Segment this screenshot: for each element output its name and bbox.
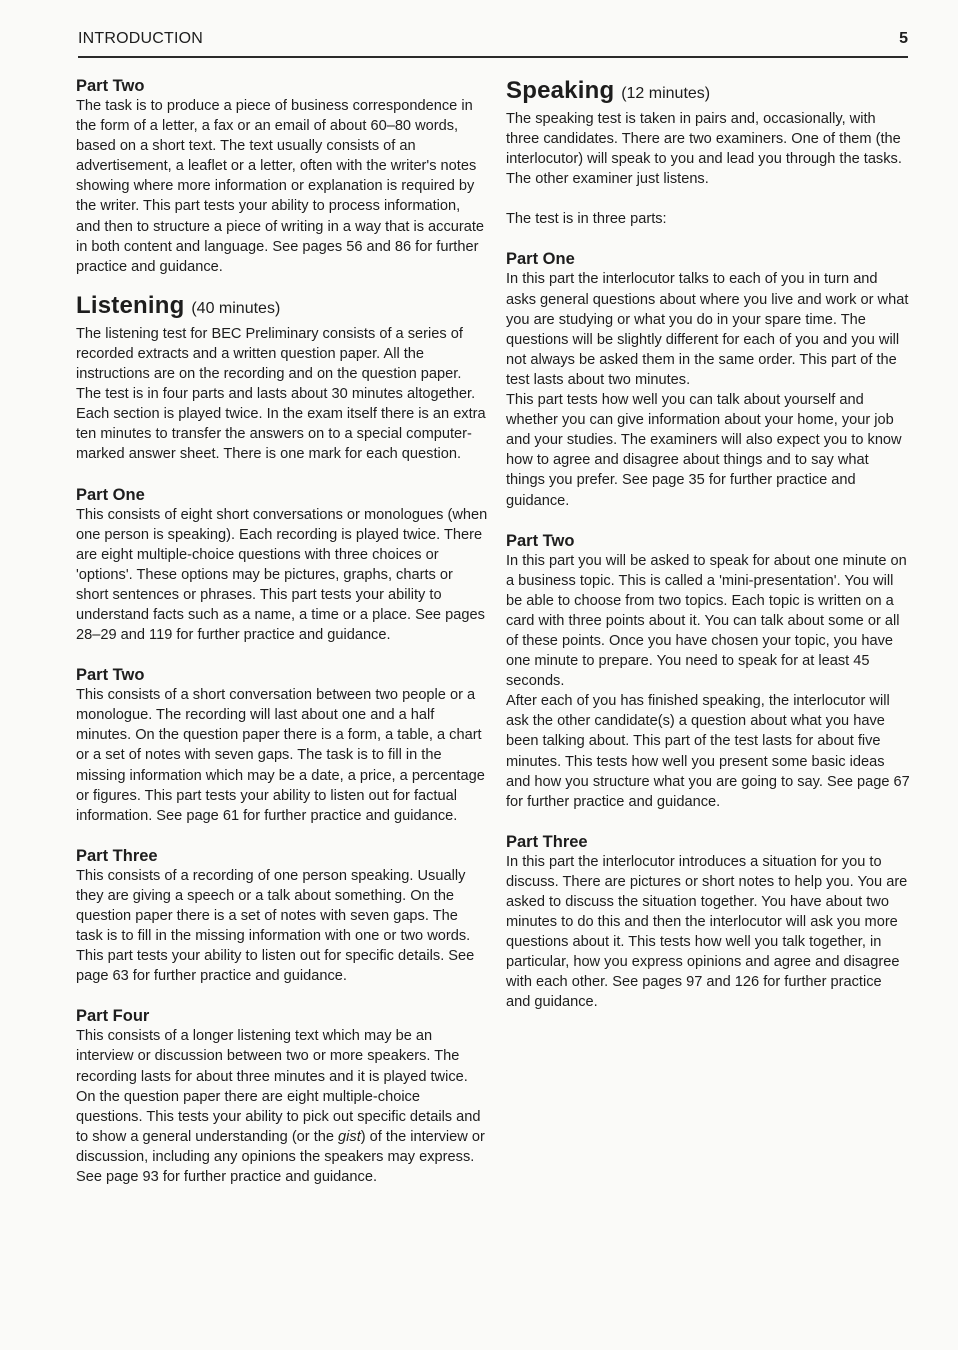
section-text: This consists of a recording of one person speaking. Usually they are giving a speech or a talk about something. On the question paper there is a set of notes with seven gaps. The task is to fill in the missing information with one or two words. This part tests your ability to listen out for specific details. See page 63 for further practice and guidance. [76,867,475,985]
section-heading: Part Three [76,846,158,865]
section-heading: Part Three [506,832,588,851]
speaking-heading [506,76,910,109]
speaking-duration: (12 minutes) [621,85,711,102]
speaking-part-one-section [506,249,910,510]
section-heading: Part One [76,485,145,504]
speaking-section [506,76,910,229]
page-header [78,30,908,58]
section-text: This consists of eight short conversations or monologues (when one person is speaking). Each recording is played twice. There are eight multiple-choice questions with three choices or 'options'. These options may be pictures, graphs, charts or short sentences or phrases. This part tests your ability to understand facts such as a name, a time or a place. See pages 28–29 and 119 for further practice and guidance. [76,506,488,644]
text-segment: This consists of a longer listening text which may be an interview or discussion between two or more speakers. The recording lasts for about three minutes and it is played twice. On the question paper there are eight multiple-choice questions. This tests your ability to pick out specific details and to show a general understanding (or the [76,1028,481,1145]
section-heading: Part Two [76,77,145,95]
text-segment: ) of the interview or discussion, including any opinions the speakers may express. See page 93 for further practice and guidance. [76,1128,485,1186]
writing-part-two-section [76,76,488,277]
section-heading: Part One [506,250,575,269]
section-text: In this part you will be asked to speak for about one minute on a business topic. This is called a 'mini-presentation'. You will be able to choose from two topics. Each topic is written on a card with three points about it. You can talk about some or all of these points. Once you have chosen your topic, you have one minute to prepare. You need to speak for at least 45 seconds. [506,552,907,690]
section-text: In this part the interlocutor talks to each of you in turn and asks general questions about where you live and work or what you are studying or what you do in your spare time. The questions will be slightly different for each of you and you will not always be asked them in the same order. This part of the test lasts about two minutes. [506,271,909,388]
listening-part-four-section [76,1006,488,1187]
left-column [76,76,488,1187]
right-column [506,76,910,1013]
section-text: This consists of a short conversation between two people or a monologue. The recording will last about one and a half minutes. On the question paper there is a form, a table, a chart or a set of notes with seven gaps. The task is to fill in the missing information which may be a date, a price, a percentage or figures. This part tests your ability to listen out for factual information. See page 61 for further practice and guidance. [76,687,485,824]
running-head: INTRODUCTION [78,30,204,47]
section-text: This part tests how well you can talk about yourself and whether you can give information about your home, your job and your studies. The examiners will also expect you to know how to agree and disagree about things and to say what things you prefer. See page 35 for further practice and guidance. [506,392,902,509]
listening-section [76,291,488,465]
listening-part-one-section [76,485,488,646]
speaking-title: Speaking [506,77,615,104]
listening-duration: (40 minutes) [191,299,281,317]
listening-part-two-section [76,665,488,826]
section-text: In this part the interlocutor introduces a situation for you to discuss. There are pictures or short notes to help you. You are asked to discuss the situation together. You have about two minutes to do this and then the interlocutor will ask you more questions about it. This tests how well you talk together, in particular, how you express opinions and agree and disagree with each other. See pages 97 and 126 for further practice and guidance. [506,853,908,1011]
section-heading: Part Two [506,531,575,550]
listening-heading [76,291,488,324]
listening-part-three-section [76,846,488,987]
speaking-part-three-section [506,832,910,1013]
section-heading: Part Four [76,1007,150,1026]
parts-intro: The test is in three parts: [506,211,667,228]
section-text [76,1026,488,1187]
section-text: The speaking test is taken in pairs and, occasionally, with three candidates. There are two examiners. One of them (the interlocutor) will speak to you and lead you through the tasks. The other examiner just listens. [506,111,902,188]
section-heading: Part Two [76,666,145,685]
section-text: The listening test for BEC Preliminary consists of a series of recorded extracts and a written question paper. All the instructions are on the recording and on the question paper. The test is in four parts and lasts about 30 minutes altogether. Each section is played twice. In the exam itself there is an extra ten minutes to transfer the answers on to a special computer-marked answer sheet. There is one mark for each question. [76,325,486,463]
section-text: After each of you has finished speaking, the interlocutor will ask the other candidate(s) a question about what you have been talking about. This part of the test lasts for about five minutes. This tests how well you present some basic ideas and how you structure what you are going to say. See page 67 for further practice and guidance. [506,693,910,810]
page-number: 5 [899,30,908,47]
listening-title: Listening [76,291,185,319]
speaking-part-two-section [506,531,910,812]
section-text: The task is to produce a piece of business correspondence in the form of a letter, a fax or an email of about 60–80 words, based on a short text. The text usually consists of an advertisement, a leaflet or a letter, often with the writer's notes showing where more information or explanation is required by the writer. This part tests your ability to process information, and then to structure a piece of writing in a way that is accurate in both content and language. See pages 56 and 86 for further practice and guidance. [76,98,485,275]
gist-word: gist [338,1128,361,1145]
